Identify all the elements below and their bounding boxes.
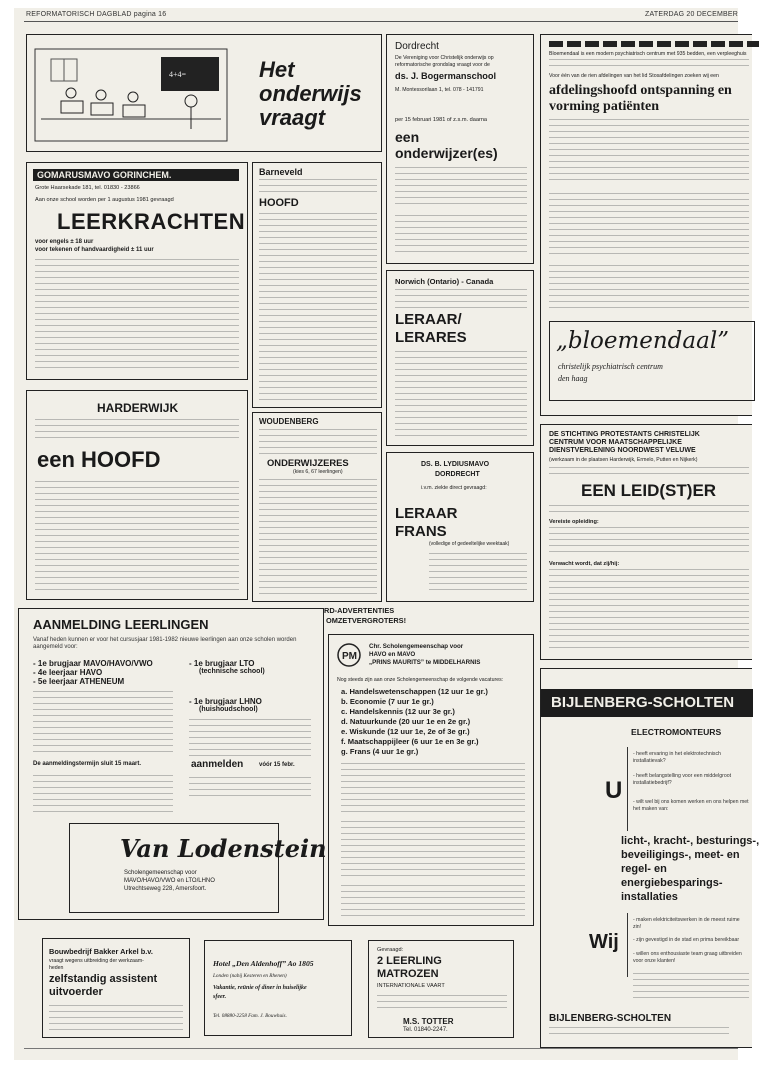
bloemendaal-body-3 <box>549 265 749 313</box>
rd-advertenties-line-2: OMZETVERGROTERS! <box>326 616 407 625</box>
norwich-title-2: LERARES <box>395 329 467 346</box>
gomarus-address: Grote Haarsekade 181, tel. 01830 - 23866 <box>35 185 140 191</box>
norwich-intro <box>395 289 527 309</box>
bloemendaal-logo-sub-1: christelijk psychiatrisch centrum <box>558 362 663 371</box>
bijlenberg-wij-item-1: - maken elektriciteitswerken in de meest ruime zin! <box>633 917 740 930</box>
woudenberg-intro <box>259 429 377 455</box>
aanmelding-intro: Vanaf heden kunnen er voor het cursusjaar 1981-1982 nieuwe leerlingen aan onze scholen worden aangemeld voor: <box>33 637 297 651</box>
norwich-body <box>395 351 527 439</box>
gomarus-title: LEERKRACHTEN <box>57 209 246 234</box>
school-sub-2: MAVO/HAVO/VWO en LTO/LHNO <box>124 878 215 884</box>
bloemendaal-logo-box <box>549 321 755 401</box>
bijlenberg-u-item-1: - heeft ervaring in het elektrotechnisch installatievak? <box>633 751 721 764</box>
lydius-body <box>429 553 527 595</box>
leerling-pre: Gevraagd: <box>377 947 404 953</box>
lydiusmavo-ad <box>386 452 534 602</box>
barneveld-intro <box>259 179 377 195</box>
hotel-line-2: sfeer. <box>213 994 227 1000</box>
van-lodenstein-name: Van Lodenstein <box>120 834 327 863</box>
bouwbedrijf-title: Bouwbedrijf Bakker Arkel b.v. <box>49 947 153 956</box>
harderwijk-town: HARDERWIJK <box>97 401 179 415</box>
stichting-title-2: CENTRUM VOOR MAATSCHAPPELIJKE <box>549 439 682 446</box>
stichting-title-1: DE STICHTING PROTESTANTS CHRISTELIJK <box>549 431 700 438</box>
aanmelding-left-2: - 4e leerjaar HAVO <box>33 668 103 677</box>
prins-item-d: d. Natuurkunde (20 uur 1e en 2e gr.) <box>341 717 471 726</box>
prins-item-e: e. Wiskunde (12 uur 1e, 2e of 3e gr.) <box>341 727 470 736</box>
bijlenberg-big-3: regel- en <box>621 863 667 875</box>
bijlenberg-footer: BIJLENBERG-SCHOLTEN <box>549 1013 672 1024</box>
prins-item-f: f. Maatschappijleer (6 uur 1e en 3e gr.) <box>341 737 479 746</box>
aanmelding-right-body-2 <box>189 777 311 801</box>
harderwijk-intro-text <box>35 419 239 441</box>
bouwbedrijf-sub-1: vraagt wegens uitbreiding der werkzaam- <box>49 958 144 964</box>
harderwijk-ad <box>26 390 248 600</box>
bijlenberg-divider-2 <box>627 913 628 977</box>
prins-title-2: HAVO en MAVO <box>369 651 416 658</box>
aanmelding-left-1: - 1e brugjaar MAVO/HAVO/VWO <box>33 659 153 668</box>
stichting-ad <box>540 424 752 660</box>
leerling-title-1: 2 LEERLING <box>377 955 442 967</box>
lydius-sub: i.v.m. ziekte direct gevraagd: <box>421 485 487 491</box>
stichting-role: EEN LEID(ST)ER <box>581 481 717 500</box>
stichting-req: Vereiste opleiding: <box>549 519 599 525</box>
harderwijk-body-text <box>35 481 239 591</box>
stichting-intro <box>549 467 749 479</box>
prins-item-a: a. Handelswetenschappen (12 uur 1e gr.) <box>341 687 488 696</box>
aanmelding-leerlingen-ad <box>18 608 327 920</box>
dordrecht-role-2: onderwijzer(es) <box>395 145 498 161</box>
norwich-title-1: LERAAR/ <box>395 311 462 328</box>
woudenberg-ad <box>252 412 382 602</box>
bijlenberg-big-2: beveiligings-, meet- en <box>621 849 740 861</box>
dordrecht-ad <box>386 34 534 264</box>
hotel-title: Hotel „Den Aldenhoff” Ao 1805 <box>213 959 314 968</box>
prins-item-c: c. Handelskennis (12 uur 3e gr.) <box>341 707 455 716</box>
bloemendaal-intro: Bloemendaal is een modern psychiatrisch centrum met 935 bedden, een verpleeghuis <box>549 51 747 57</box>
bloemendaal-title-1: afdelingshoofd ontspanning en <box>549 83 732 98</box>
gomarus-line-2: voor tekenen of handvaardigheid ± 11 uur <box>35 247 154 253</box>
leerling-sub: INTERNATIONALE VAART <box>377 983 445 989</box>
stichting-wants-body <box>549 569 749 653</box>
dordrecht-addr: M. Montessorilaan 1, tel. 078 - 141791 <box>395 87 484 93</box>
dordrecht-town: Dordrecht <box>395 41 439 52</box>
leerling-name: M.S. TOTTER <box>403 1017 454 1026</box>
bijlenberg-u-item-2: - heeft belangstelling voor een middelgroot installatiebedrijf? <box>633 773 732 786</box>
barneveld-body <box>259 213 377 401</box>
classroom-illustration <box>31 39 231 147</box>
norwich-town: Norwich (Ontario) - Canada <box>395 277 494 286</box>
harderwijk-title: een HOOFD <box>37 447 161 472</box>
barneveld-ad <box>252 162 382 408</box>
bouwbedrijf-body <box>49 1005 183 1031</box>
hotel-sub: Londen (nabij Kesteren en Rhenen) <box>213 973 287 979</box>
rd-advertenties-line-1: RD-ADVERTENTIES <box>324 606 395 615</box>
newspaper-page <box>14 8 759 1060</box>
barneveld-town: Barneveld <box>259 167 303 177</box>
dordrecht-role-1: een <box>395 129 420 145</box>
bijlenberg-big-4: energiebesparings- <box>621 877 723 889</box>
lydius-role-2: FRANS <box>395 523 447 540</box>
bloemendaal-top-bar <box>549 41 759 47</box>
prins-conditions <box>341 763 525 813</box>
header-right: ZATERDAG 20 DECEMBER <box>645 11 738 18</box>
header-rule <box>24 21 738 22</box>
bijlenberg-body <box>633 973 749 1003</box>
woudenberg-title: ONDERWIJZERES <box>267 457 349 468</box>
dordrecht-contact <box>395 215 527 255</box>
gomarusmavo-ad <box>26 162 248 380</box>
van-lodenstein-logo-box <box>69 823 327 913</box>
stichting-wants: Verwacht wordt, dat zij/hij: <box>549 561 620 567</box>
bloemendaal-body-2 <box>549 193 749 259</box>
bijlenberg-letter-u: U <box>605 777 623 804</box>
bloemendaal-logo-sub-2: den haag <box>558 374 588 383</box>
dordrecht-date: per 15 februari 1981 of z.s.m. daarna <box>395 117 488 123</box>
prins-body <box>341 821 525 877</box>
lydius-title-1: DS. B. LYDIUSMAVO <box>421 461 490 468</box>
bloemendaal-ad <box>540 34 752 416</box>
bijlenberg-role: ELECTROMONTEURS <box>631 727 722 737</box>
dordrecht-sub-1: De Vereniging voor Christelijk onderwijs op <box>395 55 494 61</box>
het-onderwijs-title-2: onderwijs <box>259 81 362 106</box>
het-onderwijs-vraagt-banner <box>26 34 382 152</box>
woudenberg-body <box>259 479 377 597</box>
bijlenberg-wij-item-2: - zijn gevestigd in de stad en prima bereikbaar <box>633 937 740 943</box>
prins-contact <box>341 885 525 919</box>
bijlenberg-wij-item-3: - willen ons enthousiaste team graag uitbreiden voor onze klanten! <box>633 951 742 964</box>
stichting-req-body <box>549 527 749 557</box>
gomarus-body-text <box>35 259 239 373</box>
bijlenberg-big-1: licht-, kracht-, besturings-, <box>621 835 759 847</box>
stichting-sub: (werkzaam in de plaatsen Harderwijk, Ermelo, Putten en Nijkerk) <box>549 457 698 463</box>
norwich-ontario-ad <box>386 270 534 446</box>
leerling-body <box>377 995 507 1013</box>
stichting-line <box>549 505 749 515</box>
prins-title-1: Chr. Scholengemeenschap voor <box>369 643 464 650</box>
school-sub-1: Scholengemeenschap voor <box>124 870 197 876</box>
gomarus-school: GOMARUSMAVO GORINCHEM. <box>33 169 239 181</box>
aanmelding-deadline: De aanmeldingstermijn sluit 15 maart. <box>33 761 142 767</box>
school-logo-icon <box>337 643 361 667</box>
aanmelden-label: aanmelden <box>191 759 244 770</box>
stichting-title-3: DIENSTVERLENING NOORDWEST VELUWE <box>549 447 696 454</box>
aanmelding-right-1b: (technische school) <box>199 668 265 675</box>
bijlenberg-footer-lines <box>549 1027 729 1037</box>
woudenberg-town: WOUDENBERG <box>259 417 319 426</box>
bijlenberg-divider-1 <box>627 747 628 831</box>
aanmelden-date: vóór 15 febr. <box>259 762 295 768</box>
bloemendaal-body-1 <box>549 119 749 185</box>
woudenberg-sub: (kies 6, 67 leerlingen) <box>293 469 343 475</box>
dordrecht-body <box>395 167 527 207</box>
prins-item-b: b. Economie (7 uur 1e gr.) <box>341 697 434 706</box>
bouwbedrijf-ad <box>42 938 190 1038</box>
lydius-role-sub: (volledige of gedeeltelijke weektaak) <box>429 541 510 547</box>
prins-maurits-ad <box>328 634 534 926</box>
gomarus-intro: Aan onze school worden per 1 augustus 1981 gevraagd <box>35 197 174 203</box>
prins-item-g: g. Frans (4 uur 1e gr.) <box>341 747 419 756</box>
school-sub-3: Utrechtseweg 228, Amersfoort. <box>124 886 207 892</box>
hotel-line-1: Vakantie, reünie of diner in huiselijke <box>213 985 307 991</box>
bijlenberg-scholten-ad <box>540 668 759 1048</box>
het-onderwijs-title-3: vraagt <box>259 105 326 130</box>
bottom-rule <box>24 1048 738 1049</box>
bijlenberg-company: BIJLENBERG-SCHOLTEN <box>541 689 753 717</box>
lydius-title-2: DORDRECHT <box>435 471 480 478</box>
bijlenberg-u-item-3: - wilt wel bij ons komen werken en ons helpen met het maken van: <box>633 799 749 812</box>
bloemendaal-logo: „bloemendaal” <box>556 328 729 354</box>
aanmelding-right-body <box>189 719 311 759</box>
bouwbedrijf-role-2: uitvoerder <box>49 986 103 998</box>
bloemendaal-title-2: vorming patiënten <box>549 99 660 114</box>
aanmelding-left-body <box>33 691 173 755</box>
aanmelding-right-2b: (huishoudschool) <box>199 706 258 713</box>
prins-title-3: „PRINS MAURITS” te MIDDELHARNIS <box>369 659 481 666</box>
hotel-tel: Tel. 08880-2258 Fam. J. Bouwhuis. <box>213 1013 287 1019</box>
prins-intro: Nog steeds zijn aan onze Scholengemeenschap de volgende vacatures: <box>337 677 504 683</box>
leerling-matrozen-ad <box>368 940 514 1038</box>
bouwbedrijf-sub-2: heden <box>49 965 64 971</box>
bijlenberg-letter-wij: Wij <box>589 931 619 953</box>
bloemendaal-intro-lines <box>549 59 749 69</box>
dordrecht-sub-2: reformatorische grondslag vraagt voor de <box>395 62 490 68</box>
aanmelding-left-body-2 <box>33 775 173 815</box>
header-left: REFORMATORISCH DAGBLAD pagina 16 <box>26 11 167 18</box>
leerling-tel: Tel. 01840-2247. <box>403 1027 448 1033</box>
lydius-role-1: LERAAR <box>395 505 458 522</box>
bouwbedrijf-role-1: zelfstandig assistent <box>49 973 158 985</box>
gomarus-line-1: voor engels ± 18 uur <box>35 239 94 245</box>
page-header <box>14 8 738 20</box>
svg-text:PM: PM <box>342 651 357 662</box>
aanmelding-left-3: - 5e leerjaar ATHENEUM <box>33 677 125 686</box>
dordrecht-school: ds. J. Bogermanschool <box>395 71 497 81</box>
bijlenberg-big-5: installaties <box>621 891 678 903</box>
het-onderwijs-title-1: Het <box>259 57 295 82</box>
bloemendaal-pre: Voor één van de rien afdelingen van het lid Stosafdelingen zoeken wij een <box>549 73 719 79</box>
barneveld-title: HOOFD <box>259 197 299 209</box>
aanmelding-right-1: - 1e brugjaar LTO <box>189 659 255 668</box>
leerling-title-2: MATROZEN <box>377 968 439 980</box>
aanmelding-right-2: - 1e brugjaar LHNO <box>189 697 262 706</box>
aanmelding-title: AANMELDING LEERLINGEN <box>33 617 209 632</box>
svg-text:4+4=: 4+4= <box>169 70 187 79</box>
hotel-den-aldenhoff-ad <box>204 940 352 1036</box>
